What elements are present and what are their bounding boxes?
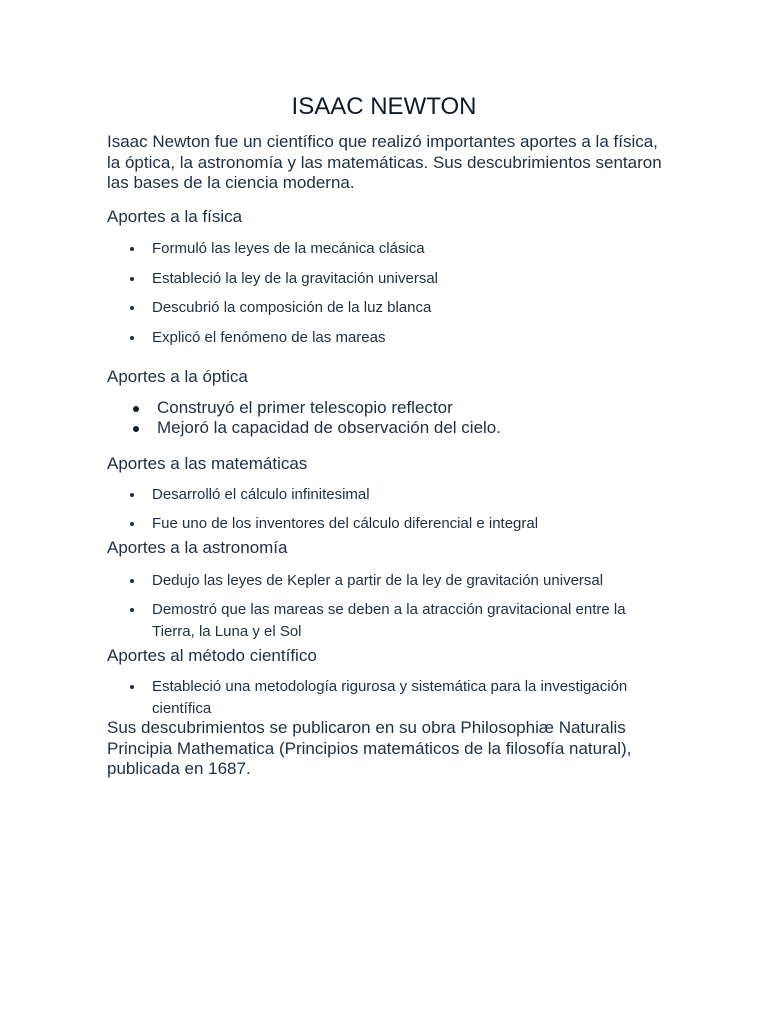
- page-title: ISAAC NEWTON: [291, 93, 477, 120]
- list-item: Fue uno de los inventores del cálculo diferencial e integral: [107, 513, 667, 535]
- list-item: Estableció la ley de la gravitación universal: [107, 268, 667, 290]
- section-heading-fisica: Aportes a la física: [107, 207, 243, 226]
- section-heading-astronomia: Aportes a la astronomía: [107, 538, 288, 557]
- list-item: Explicó el fenómeno de las mareas: [107, 327, 667, 349]
- intro-paragraph: Isaac Newton fue un científico que realizó importantes aportes a la física, la óptica, la astronomía y las matemáticas. Sus descubrimientos sentaron las bases de la ciencia moderna.: [107, 132, 662, 192]
- list-item: Mejoró la capacidad de observación del cielo.: [107, 418, 667, 438]
- list-item: Descubrió la composición de la luz blanca: [107, 297, 667, 319]
- section-heading-optica: Aportes a la óptica: [107, 367, 248, 386]
- list-item: Estableció una metodología rigurosa y sistemática para la investigación científica: [107, 676, 667, 720]
- list-astronomia: [107, 570, 667, 650]
- list-item: Demostró que las mareas se deben a la atracción gravitacional entre la Tierra, la Luna y el Sol: [107, 599, 667, 643]
- section-heading-metodo: Aportes al método científico: [107, 646, 317, 665]
- section-heading-matematicas: Aportes a las matemáticas: [107, 454, 308, 473]
- list-item: Desarrolló el cálculo infinitesimal: [107, 484, 667, 506]
- closing-paragraph: Sus descubrimientos se publicaron en su obra Philosophiæ Naturalis Principia Mathematica (Principios matemáticos de la filosofía natural), publicada en 1687.: [107, 718, 632, 778]
- list-item: Construyó el primer telescopio reflector: [107, 398, 667, 418]
- list-matematicas: [107, 484, 667, 542]
- list-fisica: [107, 238, 667, 356]
- list-optica: [107, 398, 667, 438]
- list-item: Formuló las leyes de la mecánica clásica: [107, 238, 667, 260]
- list-metodo: [107, 676, 667, 720]
- list-item: Dedujo las leyes de Kepler a partir de la ley de gravitación universal: [107, 570, 667, 592]
